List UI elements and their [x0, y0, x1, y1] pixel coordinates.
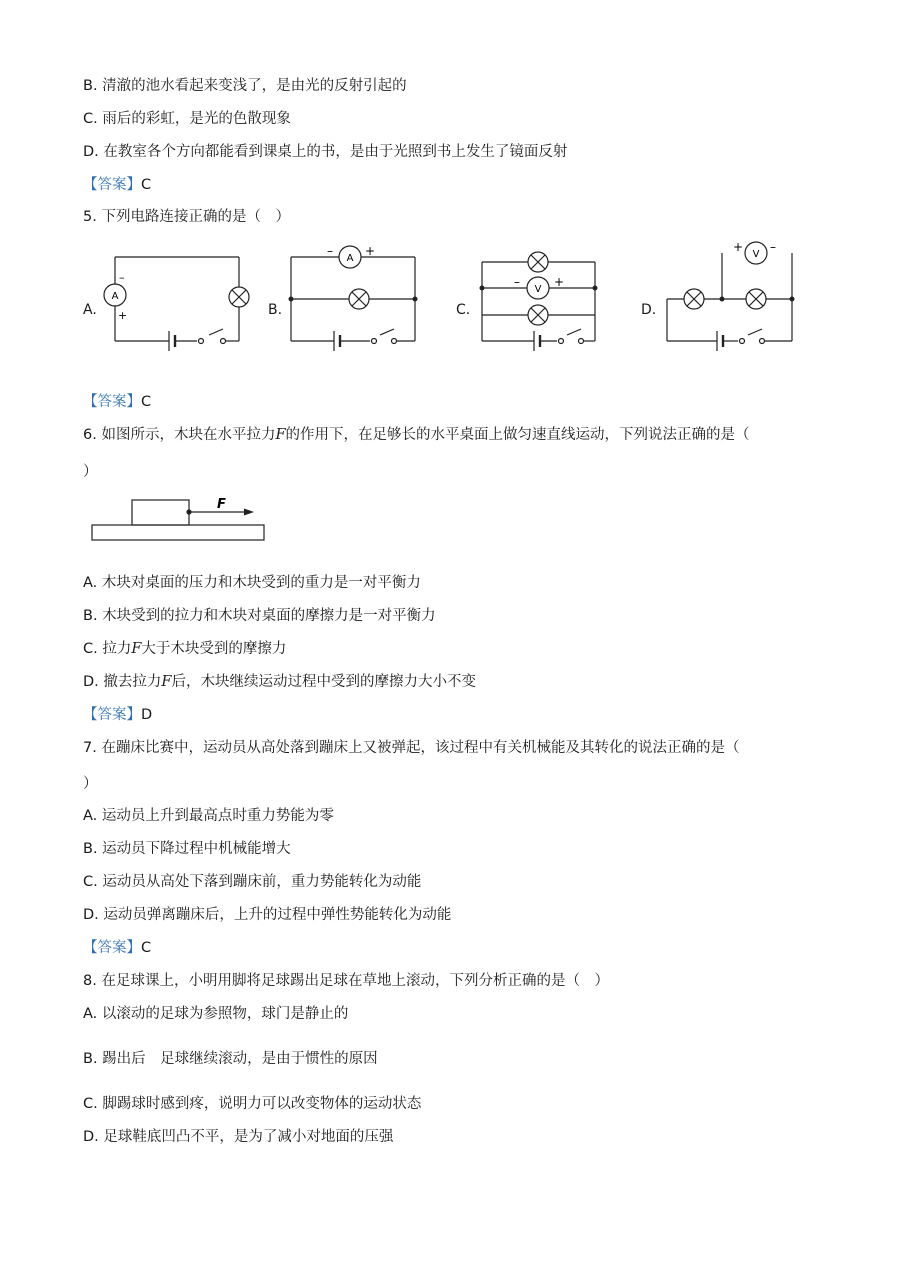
wooden-block: [132, 500, 189, 525]
q7-stem: 7. 在蹦床比赛中，运动员从高处落到蹦床上又被弹起，该过程中有关机械能及其转化的说法正确的是（: [83, 740, 740, 756]
answer-label: 【答案】: [83, 177, 141, 193]
voltmeter-c-minus: –: [514, 275, 520, 289]
voltmeter-c-plus: +: [554, 275, 565, 289]
q6-answer: [83, 705, 152, 725]
q6-option-c: [83, 639, 286, 659]
q6-stem-part: 的作用下，在足够长的水平桌面上做匀速直线运动，下列说法正确的是（: [285, 427, 750, 443]
q4-option-b: B. 清澈的池水看起来变浅了，是由光的反射引起的: [83, 78, 407, 94]
circuit-diagram-d: [660, 235, 800, 360]
q6-option-d: [83, 672, 476, 692]
q6-option-d-part: D. 撤去拉力: [83, 674, 162, 690]
circuit-diagram-b: [282, 240, 427, 358]
q6-stem-close: ）: [83, 464, 98, 480]
answer-label: 【答案】: [83, 394, 141, 410]
ammeter-minus: –: [119, 271, 125, 284]
q5-label-c: C.: [456, 302, 471, 318]
ammeter-b-minus: –: [327, 244, 333, 258]
circuit-diagram-c: [475, 248, 605, 358]
q6-option-c-part: 大于木块受到的摩擦力: [141, 641, 287, 657]
q4-option-d: D. 在教室各个方向都能看到课桌上的书，是由于光照到书上发生了镜面反射: [83, 144, 568, 160]
q4-answer: [83, 175, 151, 195]
q6-option-b: B. 木块受到的拉力和木块对桌面的摩擦力是一对平衡力: [83, 608, 436, 624]
q7-option-c: C. 运动员从高处下落到蹦床前，重力势能转化为动能: [83, 874, 422, 890]
q5-label-a: A.: [83, 302, 97, 318]
q6-option-c-part: C. 拉力: [83, 641, 132, 657]
q7-stem-close: ）: [83, 776, 98, 792]
q5-label-b: B.: [268, 302, 283, 318]
force-variable: F: [161, 674, 172, 690]
q7-option-a: A. 运动员上升到最高点时重力势能为零: [83, 808, 334, 824]
q7-option-d: D. 运动员弹离蹦床后，上升的过程中弹性势能转化为动能: [83, 907, 452, 923]
q6-option-a: A. 木块对桌面的压力和木块受到的重力是一对平衡力: [83, 575, 421, 591]
q7-answer: [83, 938, 151, 958]
q6-stem: [83, 425, 750, 445]
arrow-head-icon: [244, 509, 254, 516]
q8-option-b: B. 踢出后 足球继续滚动，是由于惯性的原因: [83, 1051, 378, 1067]
ammeter-a-symbol: A: [111, 291, 119, 302]
voltmeter-c-symbol: V: [534, 284, 542, 295]
ammeter-b-plus: +: [365, 244, 376, 258]
block-force-diagram: [88, 490, 273, 546]
force-variable: F: [275, 427, 286, 443]
force-label: F: [217, 497, 226, 512]
q5-stem: 5. 下列电路连接正确的是（ ）: [83, 209, 290, 225]
q8-option-a: A. 以滚动的足球为参照物，球门是静止的: [83, 1006, 349, 1022]
q8-stem: 8. 在足球课上，小明用脚将足球踢出足球在草地上滚动，下列分析正确的是（ ）: [83, 973, 609, 989]
q5-answer: [83, 392, 151, 412]
voltmeter-d-plus: +: [733, 240, 744, 254]
answer-label: 【答案】: [83, 707, 141, 723]
force-variable: F: [131, 641, 142, 657]
voltmeter-d-symbol: V: [752, 249, 760, 260]
answer-value: C: [141, 394, 152, 410]
answer-value: C: [141, 177, 152, 193]
answer-value: D: [141, 707, 153, 723]
q6-option-d-part: 后，木块继续运动过程中受到的摩擦力大小不变: [171, 674, 476, 690]
q7-option-b: B. 运动员下降过程中机械能增大: [83, 841, 291, 857]
ammeter-b-symbol: A: [346, 253, 354, 264]
q5-label-d: D.: [641, 302, 657, 318]
answer-value: C: [141, 940, 152, 956]
q4-option-c: C. 雨后的彩虹，是光的色散现象: [83, 111, 291, 127]
q8-option-c: C. 脚踢球时感到疼，说明力可以改变物体的运动状态: [83, 1096, 422, 1112]
table-surface: [92, 525, 264, 540]
circuit-diagram-a: [95, 245, 255, 355]
answer-label: 【答案】: [83, 940, 141, 956]
voltmeter-d-minus: –: [770, 240, 776, 254]
ammeter-plus: +: [118, 309, 128, 322]
q6-stem-part: 6. 如图所示，木块在水平拉力: [83, 427, 276, 443]
q8-option-d: D. 足球鞋底凹凸不平，是为了减小对地面的压强: [83, 1129, 394, 1145]
